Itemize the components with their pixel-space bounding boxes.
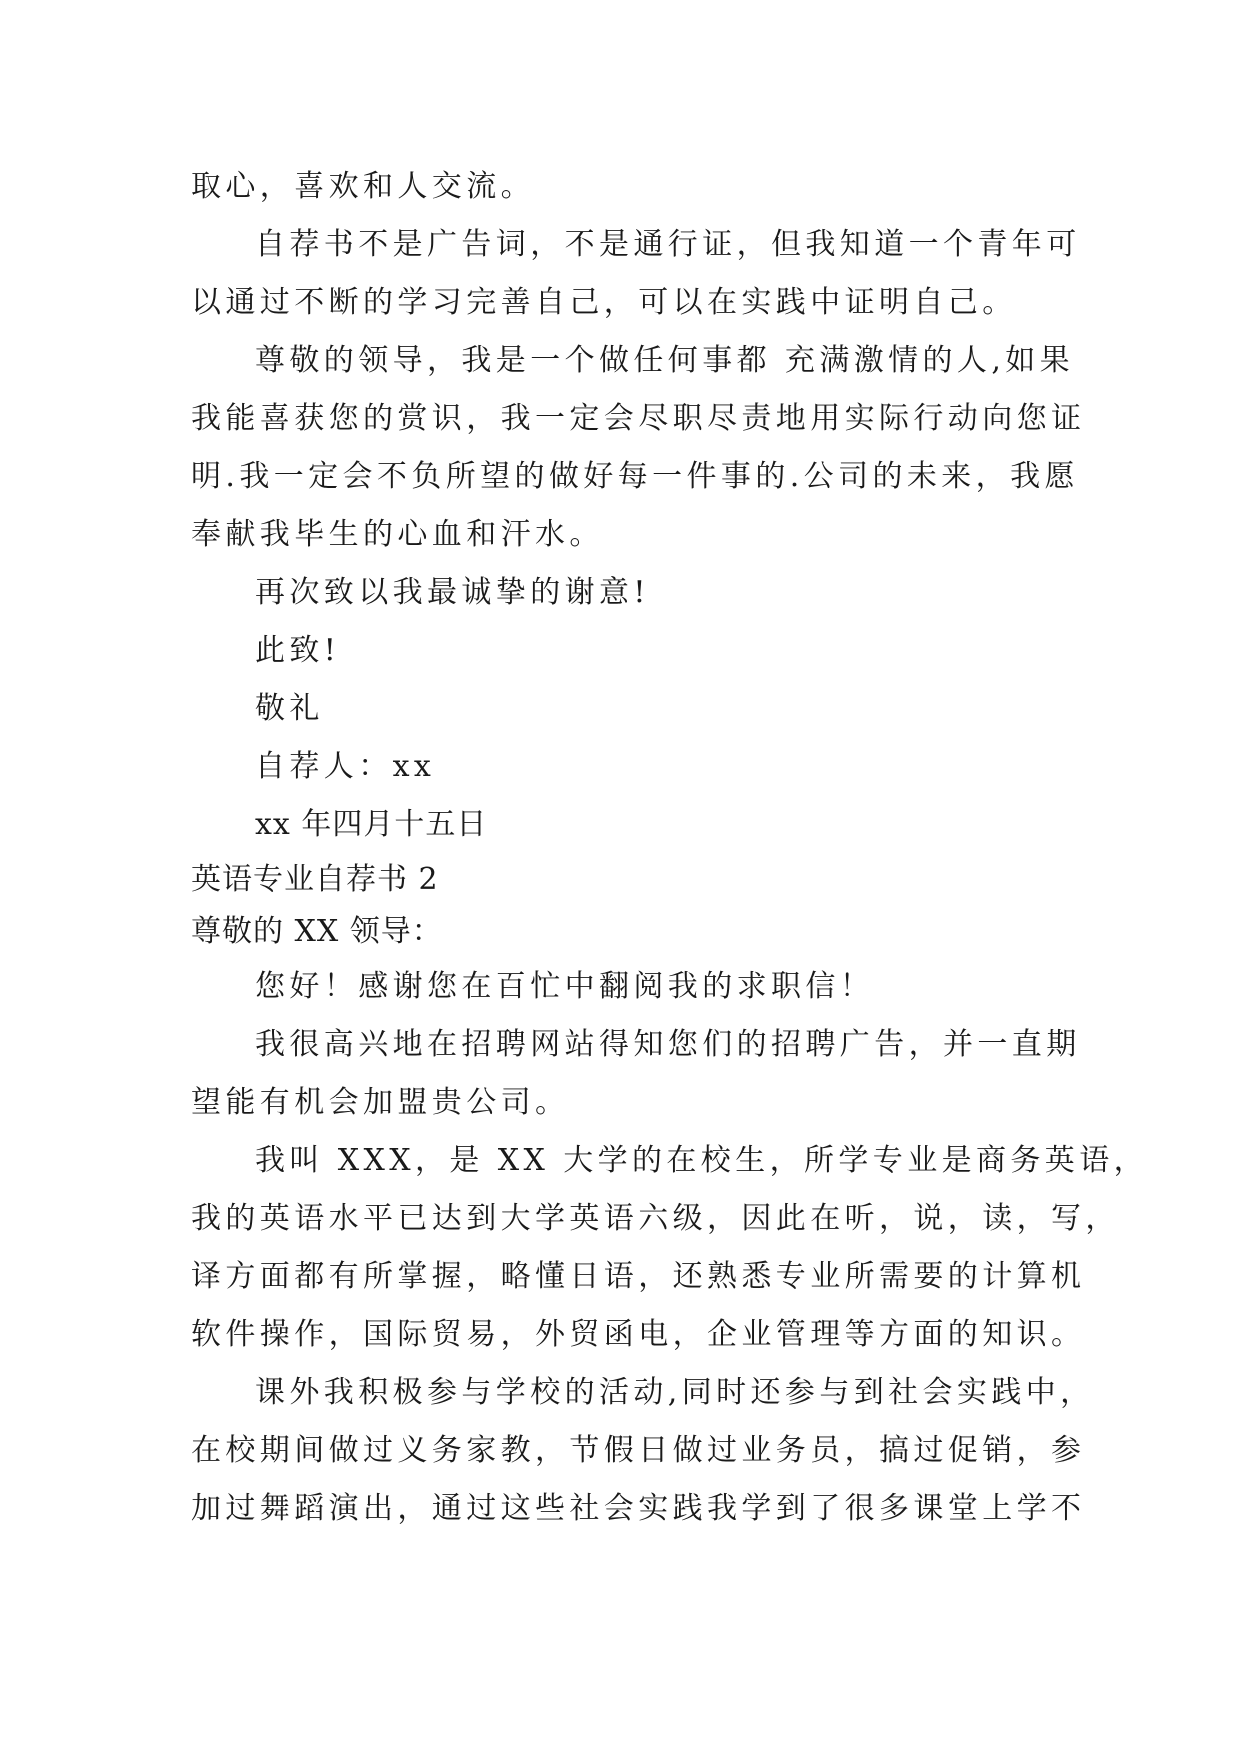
closing-salutation-line: 此致! bbox=[255, 633, 341, 668]
text-line: 加过舞蹈演出，通过这些社会实践我学到了很多课堂上学不 bbox=[191, 1491, 1086, 1526]
text-line: 译方面都有所掌握，略懂日语，还熟悉专业所需要的计算机 bbox=[191, 1259, 1086, 1294]
document-body bbox=[191, 158, 1148, 1538]
paragraph-start-line: 自荐书不是广告词，不是通行证，但我知道一个青年可 bbox=[255, 227, 1081, 262]
paragraph-start-line: 您好！感谢您在百忙中翻阅我的求职信！ bbox=[255, 969, 875, 1004]
text-line: 软件操作，国际贸易，外贸函电，企业管理等方面的知识。 bbox=[191, 1317, 1086, 1352]
text-line: 我能喜获您的赏识，我一定会尽职尽责地用实际行动向您证 bbox=[191, 401, 1086, 436]
greeting-line: 尊敬的 XX 领导： bbox=[191, 914, 443, 949]
text-line: 以通过不断的学习完善自己，可以在实践中证明自己。 bbox=[191, 285, 1017, 320]
section-heading: 英语专业自荐书 2 bbox=[191, 862, 439, 897]
signature-line: 自荐人：xx bbox=[255, 749, 436, 784]
paragraph-start-line: 课外我积极参与学校的活动,同时还参与到社会实践中， bbox=[255, 1375, 1095, 1410]
date-line: xx 年四月十五日 bbox=[255, 807, 488, 842]
paragraph-start-line: 我叫 XXX，是 XX 大学的在校生，所学专业是商务英语， bbox=[255, 1143, 1148, 1178]
text-line: 望能有机会加盟贵公司。 bbox=[191, 1085, 570, 1120]
text-line: 明.我一定会不负所望的做好每一件事的.公司的未来，我愿 bbox=[191, 459, 1079, 494]
closing-thanks-line: 再次致以我最诚挚的谢意! bbox=[255, 575, 650, 610]
paragraph-start-line: 尊敬的领导，我是一个做任何事都 充满激情的人,如果 bbox=[255, 343, 1075, 378]
text-line: 我的英语水平已达到大学英语六级，因此在听，说，读，写， bbox=[191, 1201, 1120, 1236]
text-line: 在校期间做过义务家教，节假日做过业务员，搞过促销，参 bbox=[191, 1433, 1086, 1468]
text-line: 奉献我毕生的心血和汗水。 bbox=[191, 517, 604, 552]
paragraph-start-line: 我很高兴地在招聘网站得知您们的招聘广告，并一直期 bbox=[255, 1027, 1081, 1062]
closing-regards-line: 敬礼 bbox=[255, 691, 324, 726]
text-line: 取心，喜欢和人交流。 bbox=[191, 169, 535, 204]
